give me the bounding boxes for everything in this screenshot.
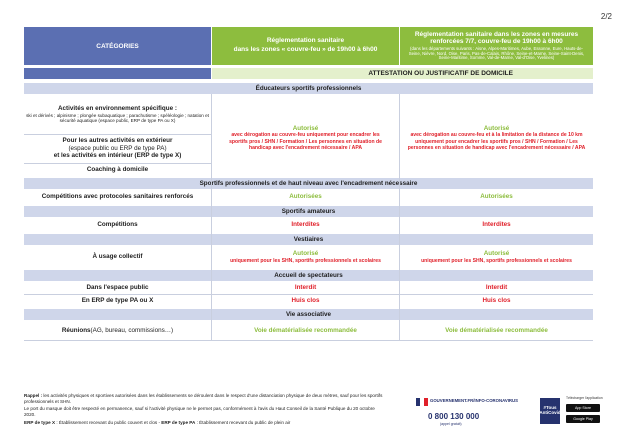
footer-rappel	[24, 393, 384, 405]
row-competitions: Compétitions	[97, 221, 138, 229]
usage-reinforced-value	[400, 247, 593, 267]
page-number: 2/2	[600, 12, 612, 21]
row-erp-pa-x: En ERP de type PA ou X	[81, 296, 154, 304]
row-env-specifique	[24, 96, 211, 133]
section-vestiaires: Vestiaires	[24, 234, 593, 245]
reunions-reinforced: Voie dématérialisée recommandée	[445, 327, 548, 335]
row-competitions-protocoles: Compétitions avec protocoles sanitaires renforcés	[41, 193, 194, 201]
reunions-label: Réunions	[61, 327, 91, 335]
competitions-reinforced: Interdites	[482, 221, 511, 229]
phone-number: 0 800 130 000	[428, 412, 480, 421]
rappel-text: les activités physiques et sportives autorisées dans les établissements se déroulent dans le respect d'une distanciation physique de deux mètres, sauf pour les sportifs professionnels et SHN.	[24, 393, 383, 404]
header-reinforced-line2: renforcées 7/7, couvre-feu de 19h00 à 6h00	[430, 38, 563, 46]
educateurs-reinforced-value	[400, 112, 593, 164]
section-vie-associative: Vie associative	[24, 309, 593, 320]
exterieur-line3: et les activités en intérieur (ERP de type X)	[53, 152, 182, 160]
attestation-bar: ATTESTATION OU JUSTIFICATIF DE DOMICILE	[212, 68, 593, 79]
rappel-label: Rappel :	[24, 393, 43, 398]
header-categories: CATÉGORIES	[24, 27, 211, 65]
section-amateurs: Sportifs amateurs	[24, 206, 593, 217]
gov-info-link[interactable]: GOUVERNEMENT.FR/INFO-CORONAVIRUS	[430, 398, 519, 403]
google-play-badge[interactable]: Google Play	[566, 415, 600, 423]
tousanticovid-logo: #Tous AntiCovid	[540, 398, 560, 424]
educateurs-reinforced-detail: avec dérogation au couvre-feu et à la limitation de la distance de 10 km uniquement pour encadrer les sportifs pros / SHN / Formation / Les personnes en situation de handicap avec l'encadrement nécessaire / APA	[407, 132, 586, 151]
exterieur-line1: Pour les autres activités en extérieur	[62, 137, 173, 145]
reunions-curfew: Voie dématérialisée recommandée	[254, 327, 357, 335]
header-curfew-line2: dans les zones « couvre-feu » de 19h00 à 6h00	[233, 46, 378, 53]
app-store-badge[interactable]: App Store	[566, 404, 600, 412]
erp-pa-x-reinforced: Huis clos	[482, 296, 511, 304]
header-reinforced-line1: Réglementation sanitaire dans les zones en mesures	[414, 30, 579, 38]
educateurs-curfew-value	[212, 112, 399, 164]
erp-pa-label: ERP de type PA	[161, 420, 196, 425]
usage-curfew-status: Autorisé	[292, 250, 319, 258]
row-reunions	[24, 322, 211, 340]
educateurs-reinforced-status: Autorisé	[483, 125, 510, 133]
educateurs-curfew-status: Autorisé	[292, 125, 319, 133]
educateurs-curfew-detail: avec dérogation au couvre-feu uniquement pour encadrer les sportifs pros / SHN / Formation / Les personnes en situation de handicap avec l'encadrement nécessaire / APA	[229, 132, 382, 151]
exterieur-line2: (espace public ou ERP de type PA)	[68, 144, 167, 152]
french-flag-icon	[416, 398, 428, 406]
usage-reinforced-detail: uniquement pour les SHN, sportifs professionnels et scolaires	[421, 257, 572, 264]
erp-x-label: ERP de type X	[24, 420, 56, 425]
usage-reinforced-status: Autorisé	[483, 250, 510, 258]
competitions-curfew: Interdites	[291, 221, 320, 229]
footer-masque: Le port du masque doit être respecté en permanence, sauf si l'activité physique ne le permet pas, conformément à l'avis du Haut Conseil de la Santé Publique du 20 octobre 2020.	[24, 406, 375, 417]
row-espace-public: Dans l'espace public	[86, 283, 149, 291]
header-curfew-zones	[212, 27, 399, 65]
env-specifique-title: Activités en environnement spécifique :	[58, 104, 177, 112]
table-bottom-border	[24, 340, 593, 341]
usage-curfew-value	[212, 247, 399, 267]
section-educateurs: Éducateurs sportifs professionnels	[24, 83, 593, 94]
erp-x-text: : Établissement recevant du public couvert et clos -	[55, 420, 162, 425]
row-coaching: Coaching à domicile	[86, 165, 149, 173]
espace-public-curfew: Interdit	[294, 283, 317, 291]
header-curfew-line1: Réglementation sanitaire	[266, 37, 345, 45]
erp-pa-text: : Établissement recevant du public de plein air	[195, 420, 291, 425]
competitions-protocoles-reinforced: Autorisées	[480, 193, 513, 201]
usage-curfew-detail: uniquement pour les SHN, sportifs professionnels et scolaires	[230, 257, 381, 264]
erp-pa-x-curfew: Huis clos	[291, 296, 320, 304]
phone-subtext: (appel gratuit)	[440, 422, 462, 426]
reunions-detail: (AG, bureau, commissions…)	[90, 327, 174, 335]
section-haut-niveau: Sportifs professionnels et de haut niveau avec l'encadrement nécessaire	[24, 178, 593, 189]
header-reinforced-zones	[400, 27, 593, 65]
espace-public-reinforced: Interdit	[485, 283, 508, 291]
store-caption: Télécharger l'application	[566, 396, 603, 400]
section-accueil: Accueil de spectateurs	[24, 270, 593, 281]
column-divider	[399, 94, 400, 340]
footer-erp-definitions	[24, 420, 384, 426]
column-divider	[211, 94, 212, 340]
header-reinforced-departments: (dans les départements suivants : Aisne, Alpes-Maritimes, Aube, Essonne, Eure, Hauts-de-Seine, Nièvre, Nord, Oise, Paris, Pas-de-Calais, Rhône, Seine-et-Marne, Seine-Saint-Denis, Seine-Maritime, Somme, Val-de-Marne, Val-d'Oise, Yvelines)	[408, 45, 585, 61]
row-usage-collectif: À usage collectif	[92, 253, 143, 261]
header-blue-bar	[24, 68, 211, 79]
row-exterieur	[24, 135, 211, 162]
env-specifique-detail: ski et dérivés ; alpinisme ; plongée subaquatique ; parachutisme ; spéléologie ; natation et sécurité aquatique (espace public, ERP de type PA ou X)	[26, 112, 209, 124]
competitions-protocoles-curfew: Autorisées	[289, 193, 322, 201]
